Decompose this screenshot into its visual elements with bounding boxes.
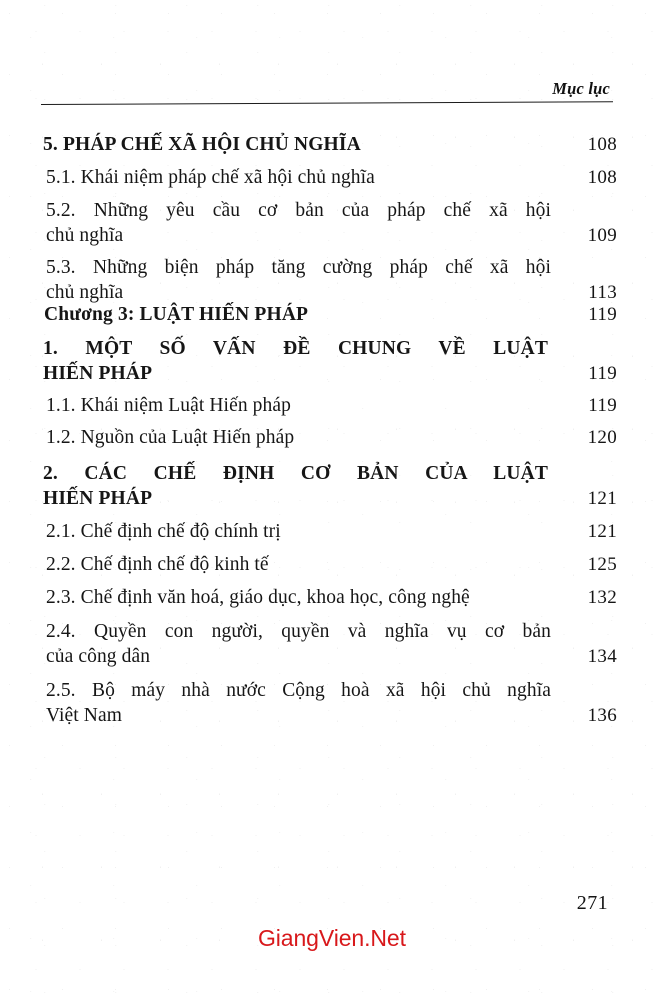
toc-entry-line xyxy=(46,621,617,643)
toc-entry[interactable] xyxy=(41,554,617,576)
toc-entry[interactable] xyxy=(41,395,617,417)
toc-entry-line xyxy=(46,705,617,727)
toc-entry-title: 1.1. Khái niệm Luật Hiến pháp xyxy=(46,395,291,416)
toc-entry-title: HIẾN PHÁP xyxy=(43,488,153,509)
toc-entry-line xyxy=(46,646,617,668)
toc-entry-line xyxy=(43,363,617,385)
toc-entry-title: 1. MỘT SỐ VẤN ĐỀ CHUNG VỀ LUẬT xyxy=(43,338,548,359)
toc-page-number: 121 xyxy=(587,521,617,542)
toc-entry[interactable] xyxy=(41,621,617,668)
header-rule xyxy=(41,101,613,105)
toc-entry-title: 2.2. Chế định chế độ kinh tế xyxy=(46,554,269,575)
toc-page-number: 132 xyxy=(587,587,617,608)
toc-page-number: 134 xyxy=(587,646,617,667)
toc-entry-title: 5.3. Những biện pháp tăng cường pháp chế xã hội xyxy=(46,257,551,278)
toc-entry-line xyxy=(46,200,617,222)
toc-entry-title: 2.3. Chế định văn hoá, giáo dục, khoa học, công nghệ xyxy=(46,587,470,608)
toc-entry-line xyxy=(43,338,617,360)
toc-entry[interactable] xyxy=(41,167,617,189)
toc-entry-title: 2.1. Chế định chế độ chính trị xyxy=(46,521,281,542)
toc-entry-title: 2.5. Bộ máy nhà nước Cộng hoà xã hội chủ nghĩa xyxy=(46,680,551,701)
toc-entry[interactable] xyxy=(41,257,617,304)
toc-entry-line xyxy=(46,554,617,576)
toc-page-number: 119 xyxy=(588,304,617,325)
toc-entry-title: chủ nghĩa xyxy=(46,282,124,303)
toc-entry-title: của công dân xyxy=(46,646,151,667)
page-folio-number: 271 xyxy=(576,892,608,914)
toc-entry[interactable] xyxy=(41,463,617,510)
running-head: Mục lục xyxy=(552,79,610,98)
toc-entry-line xyxy=(43,463,617,485)
toc-entry[interactable] xyxy=(41,200,617,247)
toc-entry-title: 1.2. Nguồn của Luật Hiến pháp xyxy=(46,427,295,448)
toc-entry-line xyxy=(46,587,617,609)
toc-entry-title: 2. CÁC CHẾ ĐỊNH CƠ BẢN CỦA LUẬT xyxy=(43,463,548,484)
toc-entry-line xyxy=(46,282,617,304)
toc-entry-line xyxy=(43,488,617,510)
toc-entry-line xyxy=(46,521,617,543)
toc-entry-line xyxy=(43,134,617,156)
toc-entry-line xyxy=(46,225,617,247)
toc-entry-title: Chương 3: LUẬT HIẾN PHÁP xyxy=(44,304,309,325)
toc-page-number: 108 xyxy=(587,167,617,188)
toc-page-number: 109 xyxy=(587,225,617,246)
toc-entry-title: 5. PHÁP CHẾ XÃ HỘI CHỦ NGHĨA xyxy=(43,134,361,155)
toc-page-number: 121 xyxy=(587,488,617,509)
toc-entry[interactable] xyxy=(41,521,617,543)
table-of-contents xyxy=(41,134,617,727)
toc-entry[interactable] xyxy=(41,134,617,156)
toc-entry-line xyxy=(46,680,617,702)
toc-entry-line xyxy=(46,167,617,189)
toc-entry-title: HIẾN PHÁP xyxy=(43,363,153,384)
toc-page-number: 120 xyxy=(587,427,617,448)
toc-entry-title: 5.2. Những yêu cầu cơ bản của pháp chế xã hội xyxy=(46,200,551,221)
toc-entry-title: 5.1. Khái niệm pháp chế xã hội chủ nghĩa xyxy=(46,167,375,188)
toc-page-number: 108 xyxy=(587,134,617,155)
toc-entry-line xyxy=(44,304,617,326)
toc-entry[interactable] xyxy=(41,427,617,449)
toc-entry-title: Việt Nam xyxy=(46,705,122,726)
toc-entry-title: 2.4. Quyền con người, quyền và nghĩa vụ cơ bản xyxy=(46,621,551,642)
toc-page-number: 136 xyxy=(587,705,617,726)
toc-page-number: 125 xyxy=(587,554,617,575)
toc-page-number: 113 xyxy=(588,282,617,303)
toc-entry-line xyxy=(46,257,617,279)
site-watermark: GiangVien.Net xyxy=(258,925,406,951)
toc-entry[interactable] xyxy=(41,587,617,609)
toc-entry-line xyxy=(46,395,617,417)
toc-entry-title: chủ nghĩa xyxy=(46,225,124,246)
toc-page-number: 119 xyxy=(588,395,617,416)
toc-page-number: 119 xyxy=(588,363,617,384)
toc-entry-line xyxy=(46,427,617,449)
toc-entry[interactable] xyxy=(41,304,617,326)
toc-entry[interactable] xyxy=(41,680,617,727)
toc-entry[interactable] xyxy=(41,338,617,385)
